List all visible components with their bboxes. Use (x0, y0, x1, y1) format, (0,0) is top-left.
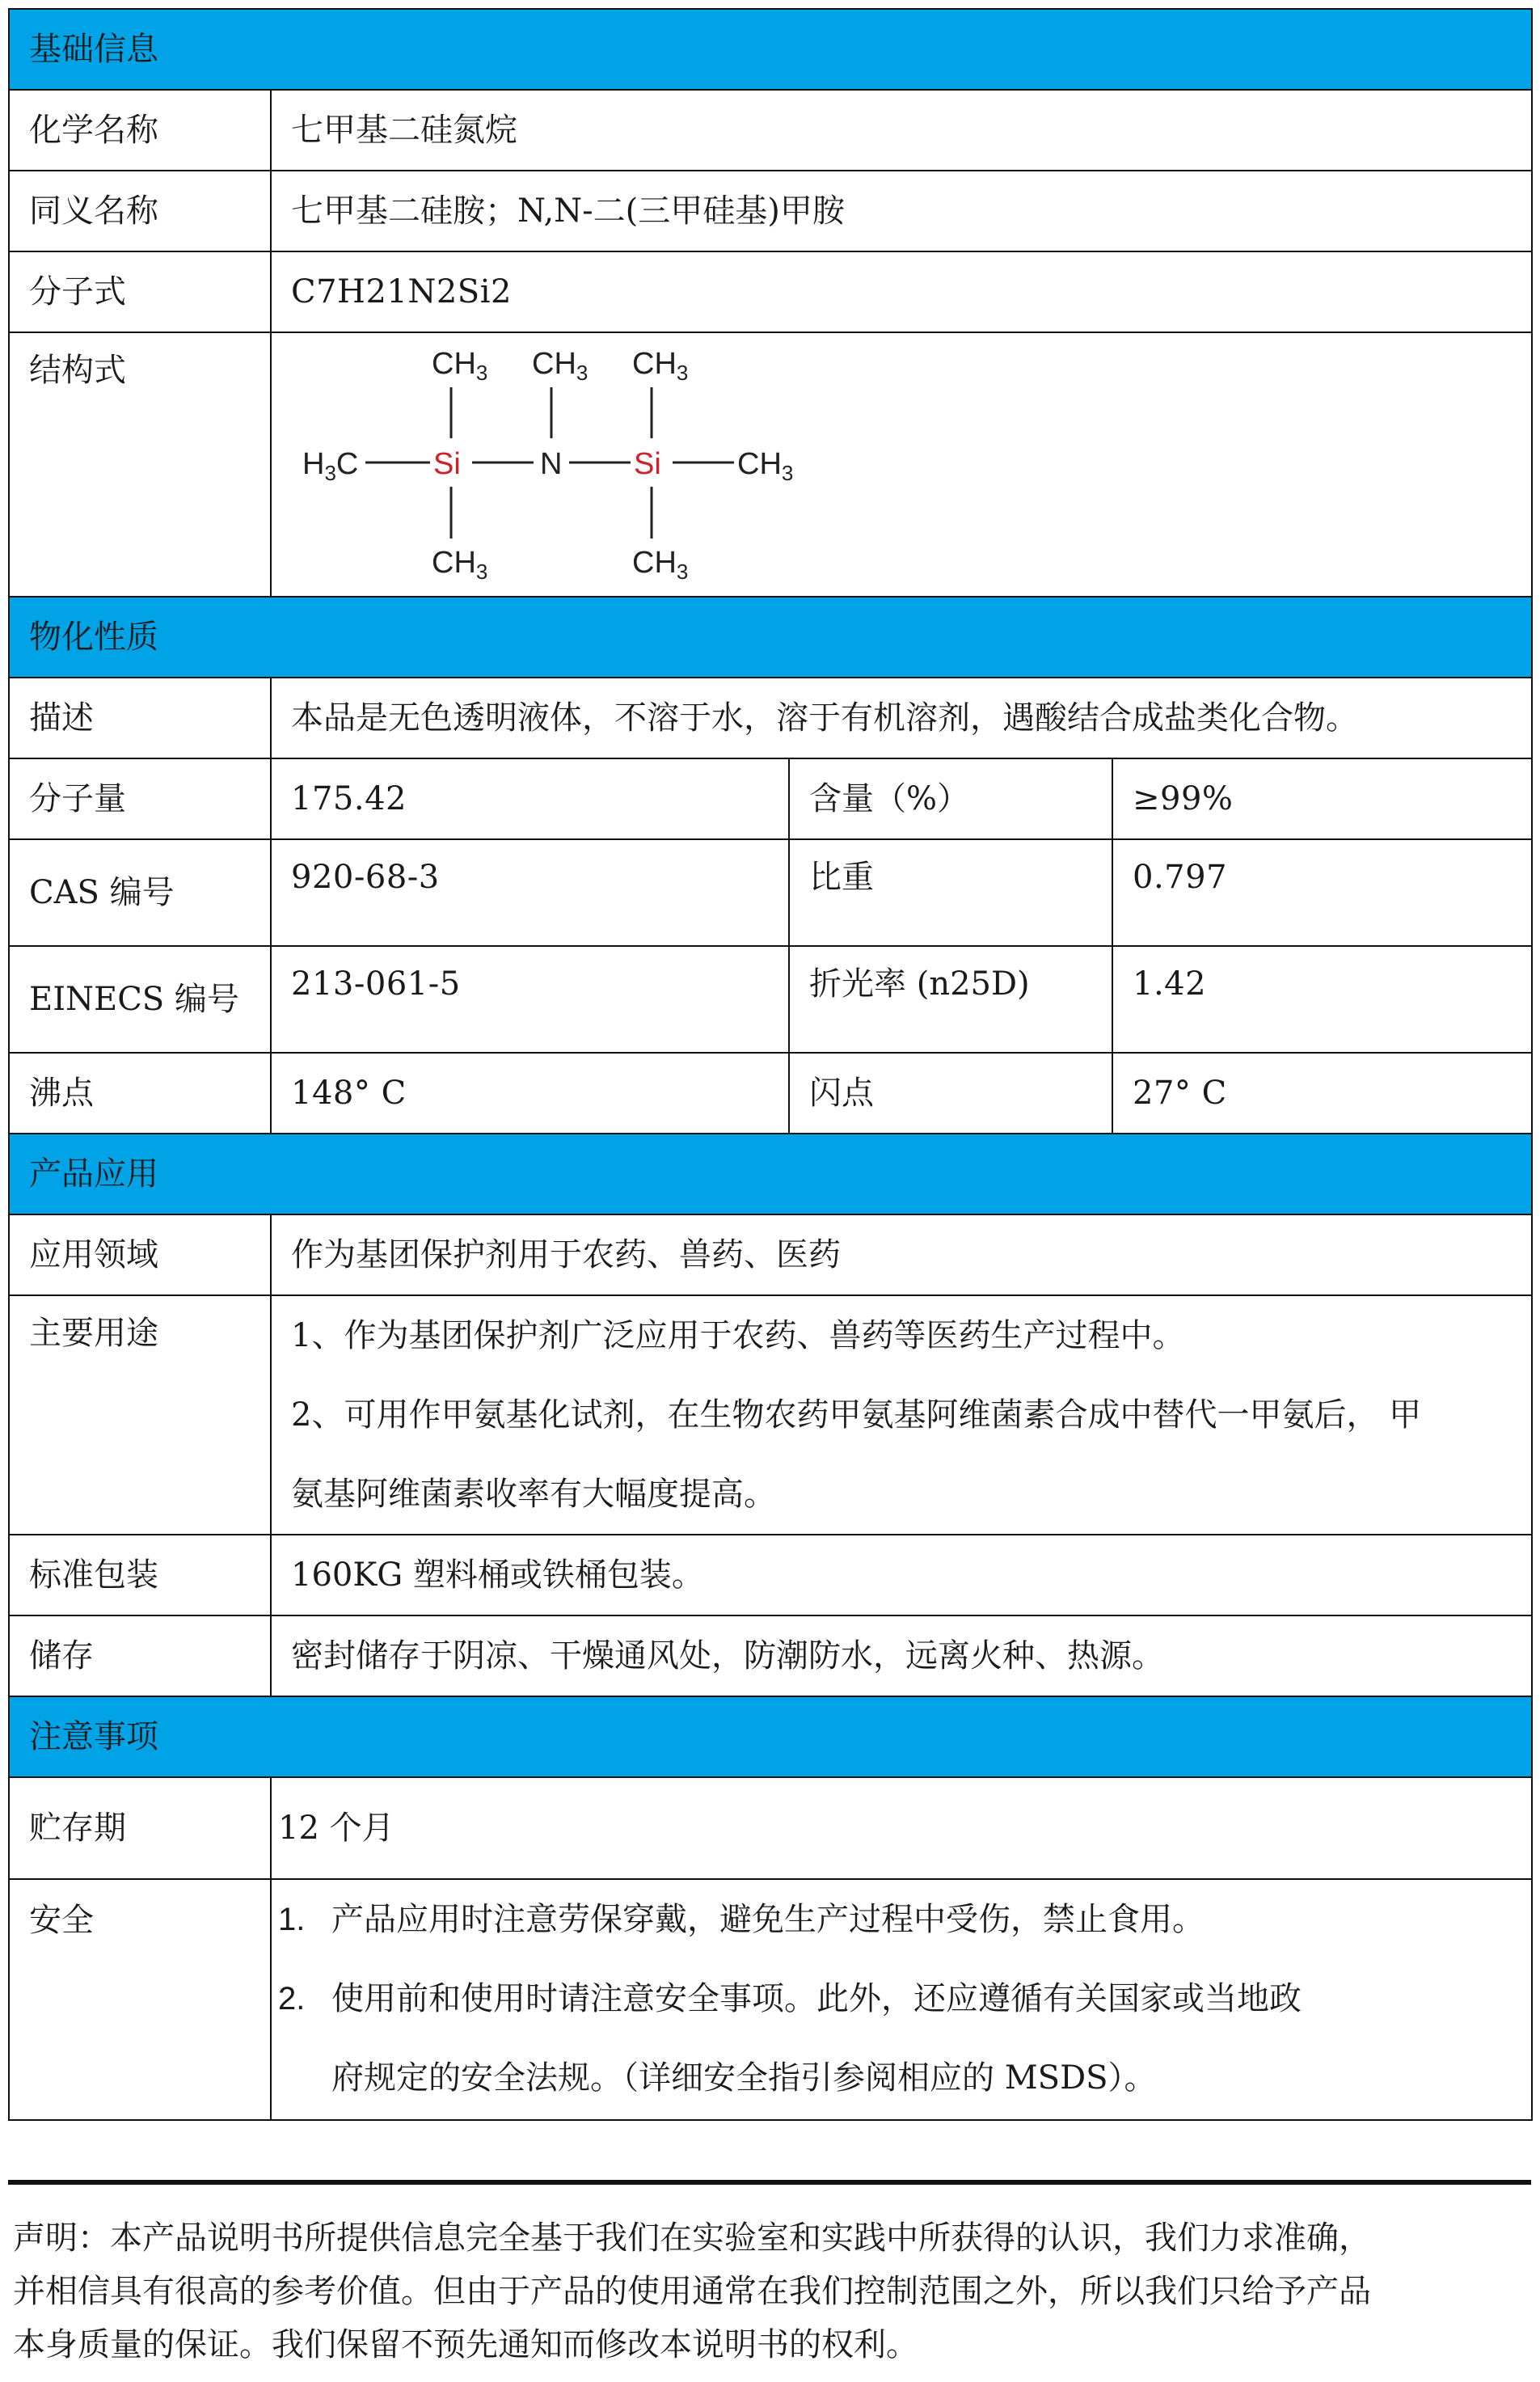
row-synonym (9, 171, 1532, 251)
row-mw (9, 758, 1532, 839)
structure-diagram (291, 343, 808, 585)
row-boiling-point (9, 1053, 1532, 1134)
row-value: 作为基团保护剂用于农药、兽药、医药 (271, 1214, 1532, 1295)
row-value: 七甲基二硅氮烷 (271, 90, 1532, 171)
n-atom-label: N (540, 447, 563, 481)
safety-item (278, 1880, 1531, 1959)
row-storage (9, 1615, 1532, 1696)
row-label: 安全 (9, 1879, 271, 2120)
ch3-label: $CH_3$ (432, 347, 488, 385)
section-physchem (9, 597, 1532, 678)
use-line: 2、可用作甲氨基化试剂，在生物农药甲氨基阿维菌素合成中替代一甲氨后， 甲 (291, 1396, 1422, 1434)
row-label: EINECS 编号 (9, 946, 271, 1053)
row-label: 描述 (9, 678, 271, 758)
ch3-label: $CH_3$ (632, 546, 689, 584)
si-atom-label: Si (634, 447, 661, 481)
row-label: 结构式 (9, 332, 271, 597)
row-value: 12 个月 (271, 1777, 1532, 1879)
row-description (9, 678, 1532, 758)
row-label: 标准包装 (9, 1535, 271, 1615)
h3c-label: $H_3C$ (302, 447, 359, 485)
row-chem-name (9, 90, 1532, 171)
row-label: 含量（%） (789, 758, 1112, 839)
row-value: 920-68-3 (271, 839, 789, 946)
section-title: 物化性质 (9, 597, 1532, 678)
row-label: 应用领域 (9, 1214, 271, 1295)
row-label: 贮存期 (9, 1777, 271, 1879)
item-number: 1. (278, 1902, 306, 1937)
structure-formula-cell (271, 332, 1532, 597)
use-line: 1、作为基团保护剂广泛应用于农药、兽药等医药生产过程中。 (291, 1317, 1185, 1354)
row-label: CAS 编号 (9, 839, 271, 946)
ch3-label: $CH_3$ (632, 347, 689, 385)
row-label: 储存 (9, 1615, 271, 1696)
row-value: 27° C (1112, 1053, 1532, 1134)
row-label: 分子式 (9, 251, 271, 332)
row-label: 闪点 (789, 1053, 1112, 1134)
main-use-cell (271, 1295, 1532, 1535)
disclaimer-line: 声明：本产品说明书所提供信息完全基于我们在实验室和实践中所获得的认识，我们力求准确， (13, 2219, 1371, 2257)
row-field (9, 1214, 1532, 1295)
section-application (9, 1134, 1532, 1214)
row-value: ≥99% (1112, 758, 1532, 839)
section-title: 注意事项 (9, 1696, 1532, 1777)
disclaimer (13, 2211, 1525, 2371)
row-label: 化学名称 (9, 90, 271, 171)
safety-item-continued (278, 2038, 1531, 2118)
ch3-label: $CH_3$ (432, 546, 488, 584)
row-value: 1.42 (1112, 946, 1532, 1053)
section-notes (9, 1696, 1532, 1777)
row-label: 分子量 (9, 758, 271, 839)
row-packaging (9, 1535, 1532, 1615)
section-title: 基础信息 (9, 9, 1532, 90)
row-value: 0.797 (1112, 839, 1532, 946)
row-value: 175.42 (271, 758, 789, 839)
row-value: 七甲基二硅胺；N,N-二(三甲硅基)甲胺 (271, 171, 1532, 251)
row-label: 比重 (789, 839, 1112, 946)
si-atom-label: Si (433, 447, 461, 481)
ch3-label: $CH_3$ (737, 447, 794, 485)
ch3-label: $CH_3$ (532, 347, 589, 385)
row-shelf-life (9, 1777, 1532, 1879)
disclaimer-line: 并相信具有很高的参考价值。但由于产品的使用通常在我们控制范围之外，所以我们只给予产品 (13, 2273, 1371, 2310)
item-text: 府规定的安全法规。（详细安全指引参阅相应的 MSDS）。 (331, 2059, 1157, 2097)
row-label: 同义名称 (9, 171, 271, 251)
row-einecs (9, 946, 1532, 1053)
row-value: 160KG 塑料桶或铁桶包装。 (271, 1535, 1532, 1615)
row-label: 折光率 (n25D) (789, 946, 1112, 1053)
item-text: 使用前和使用时请注意安全事项。此外，还应遵循有关国家或当地政 (331, 1980, 1302, 2017)
disclaimer-line: 本身质量的保证。我们保留不预先通知而修改本说明书的权利。 (13, 2326, 918, 2363)
section-title: 产品应用 (9, 1134, 1532, 1214)
row-formula (9, 251, 1532, 332)
item-number: 2. (278, 1981, 306, 2017)
safety-cell (271, 1879, 1532, 2120)
product-spec-table (8, 8, 1533, 2121)
safety-item (278, 1959, 1531, 2038)
row-structure (9, 332, 1532, 597)
row-label: 沸点 (9, 1053, 271, 1134)
use-line: 氨基阿维菌素收率有大幅度提高。 (291, 1476, 776, 1513)
row-value: 密封储存于阴凉、干燥通风处，防潮防水，远离火种、热源。 (271, 1615, 1532, 1696)
row-value: 本品是无色透明液体，不溶于水，溶于有机溶剂，遇酸结合成盐类化合物。 (271, 678, 1532, 758)
row-value: 148° C (271, 1053, 789, 1134)
footer-divider (8, 2180, 1531, 2185)
row-value: 213-061-5 (271, 946, 789, 1053)
row-main-use (9, 1295, 1532, 1535)
row-safety (9, 1879, 1532, 2120)
row-value: C7H21N2Si2 (271, 251, 1532, 332)
item-text: 产品应用时注意劳保穿戴，避免生产过程中受伤，禁止食用。 (331, 1901, 1205, 1938)
section-basic-info (9, 9, 1532, 90)
row-cas (9, 839, 1532, 946)
row-label: 主要用途 (9, 1295, 271, 1535)
